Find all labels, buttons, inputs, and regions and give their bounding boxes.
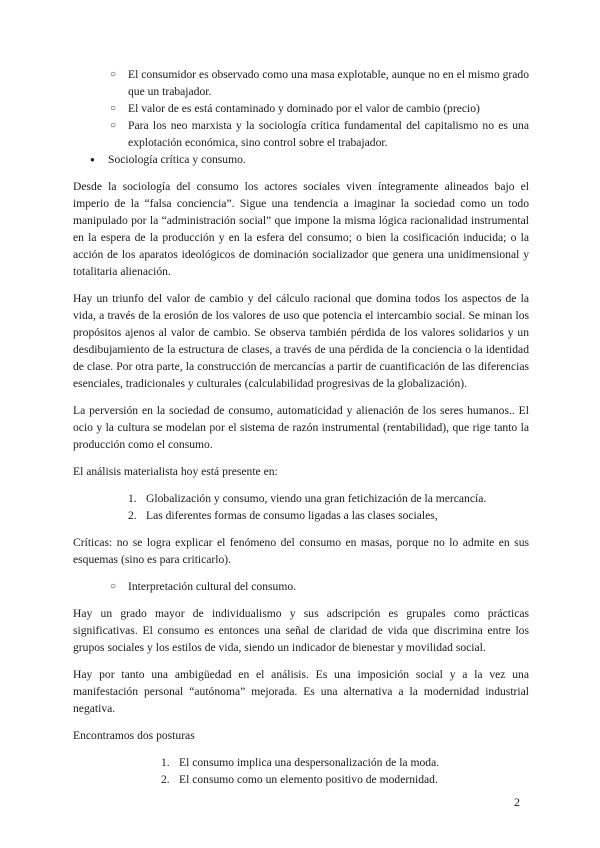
numbered-item — [73, 490, 529, 507]
item-number: 2. — [161, 773, 170, 786]
paragraph-posturas: Encontramos dos posturas — [73, 729, 195, 742]
sub-list-item: ○ El valor de es está contaminado y dominado por el valor de cambio (precio) — [110, 100, 529, 117]
bullet-item-sociologia-critica: ● Sociología crítica y consumo. — [90, 151, 529, 168]
item-number: 1. — [161, 756, 170, 769]
paragraph-valor-de-cambio: Hay un triunfo del valor de cambio y del cálculo racional que domina todos los aspectos de la vida, a través de la erosión de los valores de uso que potencia el intercambio social. Se minan los propósitos ajenos al valor de cambio. Se observa también pérdida de los valores solidarios y un desdibujamiento de la estructura de clases, a través de una pérdida de la conciencia o la identidad de clase. Por otra parte, la construcción de mercancías a partir de cuantificación de las diferencias esenciales, tradicionales y culturales (calculabilidad progresivas de la globalización). — [73, 292, 529, 390]
numbered-item — [73, 507, 529, 524]
paragraph-individualismo: Hay un grado mayor de individualismo y sus adscripción es grupales como prácticas significativas. El consumo es entonces una señal de claridad de vida que discrimina entre los grupos sociales y los estilos de vida, siendo un indicador de bienestar y movilidad social. — [73, 607, 529, 654]
bullet-list — [73, 151, 529, 168]
item-number: 2. — [128, 509, 137, 522]
sub-list-item: ○ El consumidor es observado como una masa explotable, aunque no en el mismo grado que un trabajador. — [110, 66, 529, 100]
paragraph-ambiguedad: Hay por tanto una ambigüedad en el análisis. Es una imposición social y a la vez una manifestación personal “autónoma” mejorada. Es una alternativa a la modernidad industrial negativa. — [73, 668, 529, 715]
item-text: El consumo como un elemento positivo de modernidad. — [179, 773, 438, 786]
paragraph-perversion: La perversión en la sociedad de consumo, automaticidad y alienación de los seres humanos.. El ocio y la cultura se modelan por el sistema de razón instrumental (rentabilidad), que rige tanto la producción como el consumo. — [73, 404, 529, 451]
paragraph-analisis-materialista: El análisis materialista hoy está presente en: — [73, 465, 278, 478]
item-number: 1. — [128, 492, 137, 505]
numbered-list-2 — [73, 754, 529, 788]
item-text: Globalización y consumo, viendo una gran fetichización de la mercancía. — [146, 492, 487, 505]
numbered-item — [73, 754, 529, 771]
numbered-list-1 — [73, 490, 529, 524]
sub-list-item-interpretacion-cultural: ○ Interpretación cultural del consumo. — [110, 578, 529, 595]
paragraph-falsa-conciencia: Desde la sociología del consumo los actores sociales viven íntegramente alineados bajo el imperio de la “falsa conciencia”. Sigue una tendencia a imaginar la sociedad como un todo manipulado por la “administración social” que impone la misma lógica racionalidad instrumental en la espera de la producción y en la esfera del consumo; o bien la cosificación inducida; o la acción de los aparatos ideológicos de dominación socializador que genera una unidimensional y totalitaria alienación. — [73, 180, 529, 278]
paragraph-criticas: Críticas: no se logra explicar el fenómeno del consumo en masas, porque no lo admite en sus esquemas (sino es para criticarlo). — [73, 536, 529, 566]
item-text: Las diferentes formas de consumo ligadas a las clases sociales, — [146, 509, 438, 522]
page-number: 2 — [514, 795, 520, 809]
numbered-item — [73, 771, 529, 788]
document-page — [73, 66, 529, 798]
sub-list-item: ○ Para los neo marxista y la sociología crítica fundamental del capitalismo no es una explotación económica, sino control sobre el trabajador. — [110, 117, 529, 151]
item-text: El consumo implica una despersonalización de la moda. — [179, 756, 440, 769]
sub-list-1 — [73, 66, 529, 151]
sub-list-2 — [73, 578, 529, 595]
